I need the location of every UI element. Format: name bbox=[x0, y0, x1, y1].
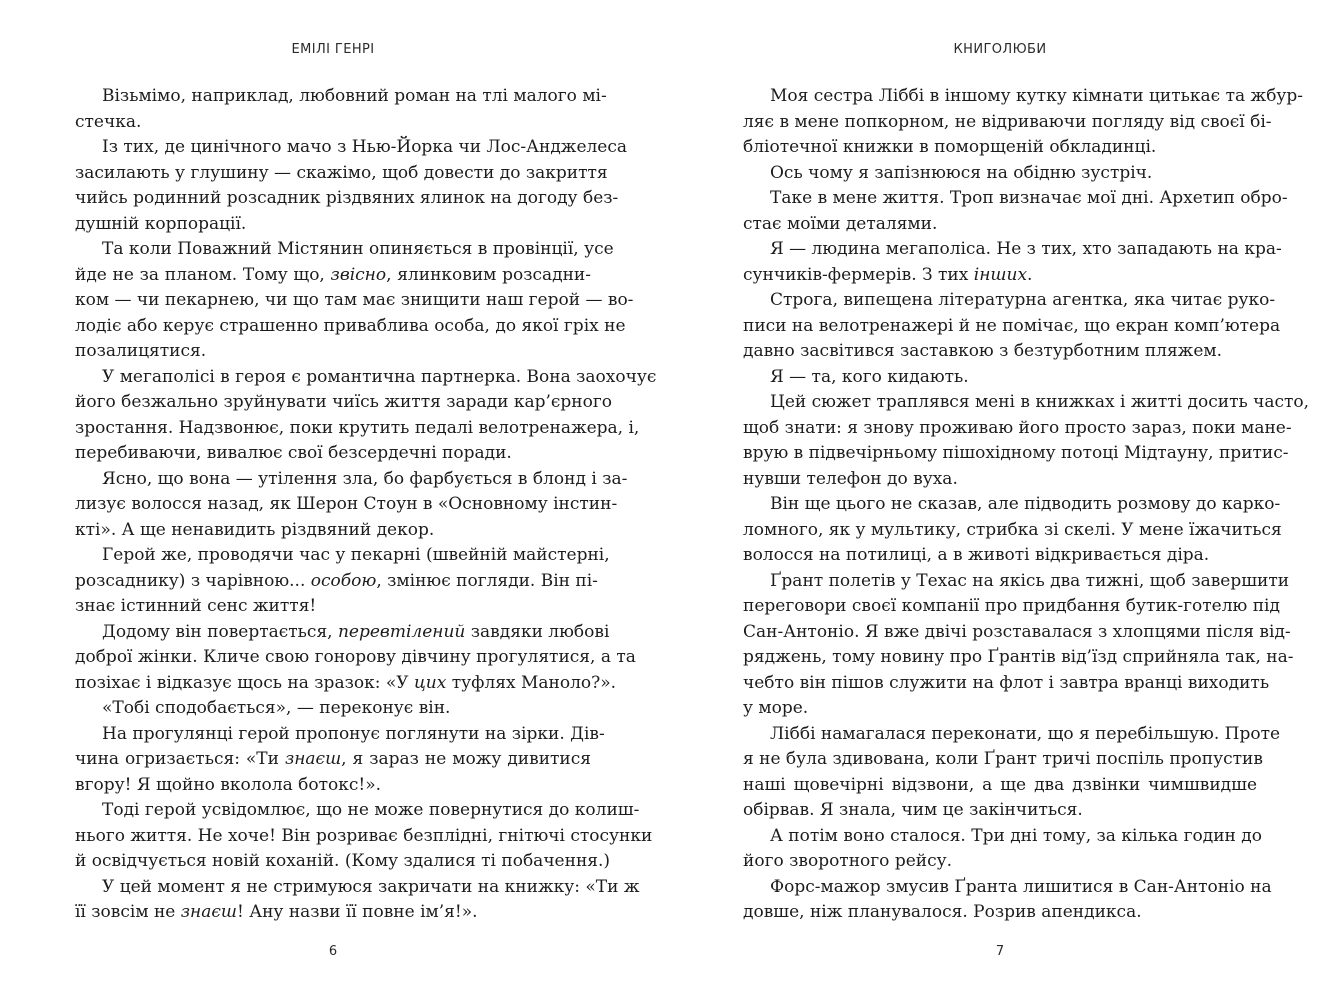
text-line: нувши телефон до вуха. bbox=[743, 468, 958, 489]
text-line: Герой же, проводячи час у пекарні (швейній майстерні, bbox=[102, 545, 610, 565]
paragraph bbox=[743, 875, 1272, 926]
text-line: Моя сестра Ліббі в іншому кутку кімнати цитькає та жбур- bbox=[770, 86, 1304, 106]
text-line: обірвав. Я знала, чим це закінчиться. bbox=[743, 800, 1083, 820]
text-line: позалицятися. bbox=[75, 341, 207, 361]
text-line: Таке в мене життя. Троп визначає мої дні. Архетип обро- bbox=[770, 188, 1288, 208]
italic-emphasis: звісно bbox=[330, 264, 387, 285]
text-line: Ліббі намагалася переконати, що я перебільшую. Проте bbox=[770, 723, 1281, 744]
right-page bbox=[743, 0, 1310, 1000]
italic-emphasis: цих bbox=[413, 672, 447, 693]
paragraph bbox=[75, 84, 607, 135]
text-line: ряджень, тому новину про Ґрантів від’їзд сприйняла так, на- bbox=[743, 647, 1294, 667]
paragraph bbox=[743, 569, 1294, 722]
text-line: Ґрант полетів у Техас на якісь два тижні, щоб завершити bbox=[770, 570, 1290, 591]
text-line: волосся на потилиці, а в животі відкривається діра. bbox=[743, 545, 1210, 565]
text-line: кті». А ще ненавидить різдвяний декор. bbox=[75, 519, 435, 540]
text-line: На прогулянці герой пропонує поглянути на зірки. Дів- bbox=[102, 723, 605, 744]
paragraph bbox=[743, 186, 1288, 237]
paragraph bbox=[75, 620, 636, 697]
text-line: Я — та, кого кидають. bbox=[770, 366, 969, 387]
paragraph bbox=[743, 84, 1304, 161]
text-line: нього життя. Не хоче! Він розриває безплідні, гнітючі стосунки bbox=[75, 825, 653, 846]
text-line: давно засвітився заставкою з безтурботним пляжем. bbox=[743, 341, 1223, 361]
text-line: переговори своєї компанії про придбання бутик-готелю під bbox=[743, 596, 1280, 616]
text-line: ком — чи пекарнею, чи що там має знищити наш герой — во- bbox=[75, 290, 634, 310]
text-line: бліотечної книжки в поморщеній обкладинці. bbox=[743, 137, 1157, 157]
text-line: чийсь родинний розсадник різдвяних ялинок на догоду без- bbox=[75, 188, 619, 208]
paragraph bbox=[75, 722, 605, 799]
text-line: Строга, випещена літературна агентка, яка читає руко- bbox=[770, 290, 1276, 310]
text-line: душній корпорації. bbox=[75, 213, 247, 234]
text-line: його зворотного рейсу. bbox=[743, 851, 953, 871]
paragraph bbox=[75, 696, 591, 722]
text-line: У мегаполісі в героя є романтична партнерка. Вона заохочує bbox=[102, 366, 657, 387]
paragraph bbox=[75, 798, 653, 875]
text-line: Та коли Поважний Містянин опиняється в провінції, усе bbox=[102, 239, 614, 259]
text-line: доброї жінки. Кличе свою гонорову дівчину прогулятися, а та bbox=[75, 647, 636, 667]
text-line: сунчиків-фермерів. З тих інших. bbox=[743, 264, 1033, 285]
text-line: й освідчується новій коханій. (Кому здалися ті побачення.) bbox=[75, 851, 611, 871]
text-line: Додому він повертається, перевтілений завдяки любові bbox=[102, 621, 610, 642]
text-line: її зовсім не знаєш! Ану назви її повне ім’я!». bbox=[75, 902, 478, 922]
running-head-title: КНИГОЛЮБИ bbox=[953, 42, 1047, 57]
text-line: засилають у глушину — скажімо, щоб довести до закриття bbox=[75, 162, 608, 183]
italic-emphasis: інших bbox=[973, 264, 1028, 285]
paragraph bbox=[75, 543, 610, 620]
text-line: наші щовечірні відзвони, а ще два дзвінки чимшвидше bbox=[743, 774, 1257, 795]
text-line: лизує волосся назад, як Шерон Стоун в «Основному інстин- bbox=[75, 494, 618, 514]
text-line: ляє в мене попкорном, не відриваючи погляду від своєї бі- bbox=[743, 111, 1272, 132]
paragraph bbox=[75, 135, 628, 237]
paragraph bbox=[75, 237, 634, 365]
text-line: його безжально зруйнувати чиїсь життя заради кар’єрного bbox=[75, 392, 613, 412]
paragraph bbox=[743, 492, 1282, 569]
text-line: лодіє або керує страшенно приваблива особа, до якої гріх не bbox=[75, 315, 626, 336]
text-line: ломного, як у мультику, стрибка зі скелі. У мене їжачиться bbox=[743, 519, 1282, 540]
text-line: стечка. bbox=[75, 111, 142, 132]
text-line: чина огризається: «Ти знаєш, я зараз не можу дивитися bbox=[75, 749, 592, 769]
text-line: Тоді герой усвідомлює, що не може повернутися до колиш- bbox=[102, 800, 640, 820]
paragraph bbox=[743, 161, 1257, 187]
page-number: 7 bbox=[995, 944, 1005, 959]
paragraph bbox=[743, 365, 1257, 391]
paragraph bbox=[743, 390, 1310, 492]
page-number: 6 bbox=[328, 944, 338, 959]
text-line: щоб знати: я знову проживаю його просто зараз, поки мане- bbox=[743, 417, 1292, 438]
text-line: Ясно, що вона — утілення зла, бо фарбується в блонд і за- bbox=[102, 468, 628, 489]
italic-emphasis: знаєш bbox=[180, 902, 237, 922]
text-line: розсаднику) з чарівною... особою, змінює погляди. Він пі- bbox=[75, 570, 598, 591]
text-line: Форс-мажор змусив Ґранта лишитися в Сан-Антоніо на bbox=[770, 876, 1272, 897]
text-line: я не була здивована, коли Ґрант тричі поспіль пропустив bbox=[743, 749, 1263, 769]
text-line: Я — людина мегаполіса. Не з тих, хто западають на кра- bbox=[770, 239, 1282, 259]
italic-emphasis: знаєш bbox=[284, 749, 342, 769]
text-line: чебто він пішов служити на флот і завтра вранці виходить bbox=[743, 672, 1270, 693]
text-line: вгору! Я щойно вколола ботокс!». bbox=[75, 774, 381, 795]
text-line: у море. bbox=[743, 698, 809, 718]
text-line: перебиваючи, вивалює свої безсердечні поради. bbox=[75, 443, 512, 463]
paragraph bbox=[75, 365, 657, 467]
paragraph bbox=[75, 875, 640, 926]
text-line: Цей сюжет траплявся мені в книжках і житті досить часто, bbox=[770, 392, 1310, 412]
text-line: знає істинний сенс життя! bbox=[75, 596, 317, 616]
text-line: Із тих, де цинічного мачо з Нью-Йорка чи Лос-Анджелеса bbox=[102, 137, 628, 157]
text-line: Сан-Антоніо. Я вже двічі розставалася з хлопцями після від- bbox=[743, 621, 1291, 642]
left-page bbox=[75, 0, 657, 1000]
right-page-body bbox=[743, 84, 1310, 926]
italic-emphasis: особою bbox=[310, 570, 377, 591]
paragraph bbox=[743, 288, 1281, 365]
italic-emphasis: перевтілений bbox=[337, 621, 466, 642]
text-line: довше, ніж планувалося. Розрив апендикса. bbox=[743, 902, 1142, 922]
text-line: позіхає і відказує щось на зразок: «У цих туфлях Маноло?». bbox=[75, 672, 617, 693]
text-line: «Тобі сподобається», — переконує він. bbox=[102, 698, 451, 718]
text-line: йде не за планом. Тому що, звісно, ялинковим розсадни- bbox=[75, 264, 591, 285]
text-line: Він ще цього не сказав, але підводить розмову до карко- bbox=[770, 494, 1281, 514]
text-line: зростання. Надзвонює, поки крутить педалі велотренажера, і, bbox=[75, 417, 640, 438]
text-line: писи на велотренажері й не помічає, що екран комп’ютера bbox=[743, 315, 1281, 336]
running-head-author: ЕМІЛІ ГЕНРІ bbox=[291, 42, 375, 57]
paragraph bbox=[743, 824, 1262, 875]
text-line: У цей момент я не стримуюся закричати на книжку: «Ти ж bbox=[102, 876, 640, 897]
text-line: врую в підвечірньому пішохідному потоці Мідтауну, притис- bbox=[743, 443, 1289, 463]
text-line: стає моїми деталями. bbox=[743, 213, 938, 234]
paragraph bbox=[743, 237, 1282, 288]
text-line: Візьмімо, наприклад, любовний роман на тлі малого мі- bbox=[102, 86, 607, 106]
paragraph bbox=[75, 467, 628, 544]
left-page-body bbox=[75, 84, 657, 926]
paragraph bbox=[743, 722, 1281, 824]
text-line: Ось чому я запізнююся на обідню зустріч. bbox=[770, 162, 1153, 183]
text-line: А потім воно сталося. Три дні тому, за кілька годин до bbox=[770, 825, 1262, 846]
